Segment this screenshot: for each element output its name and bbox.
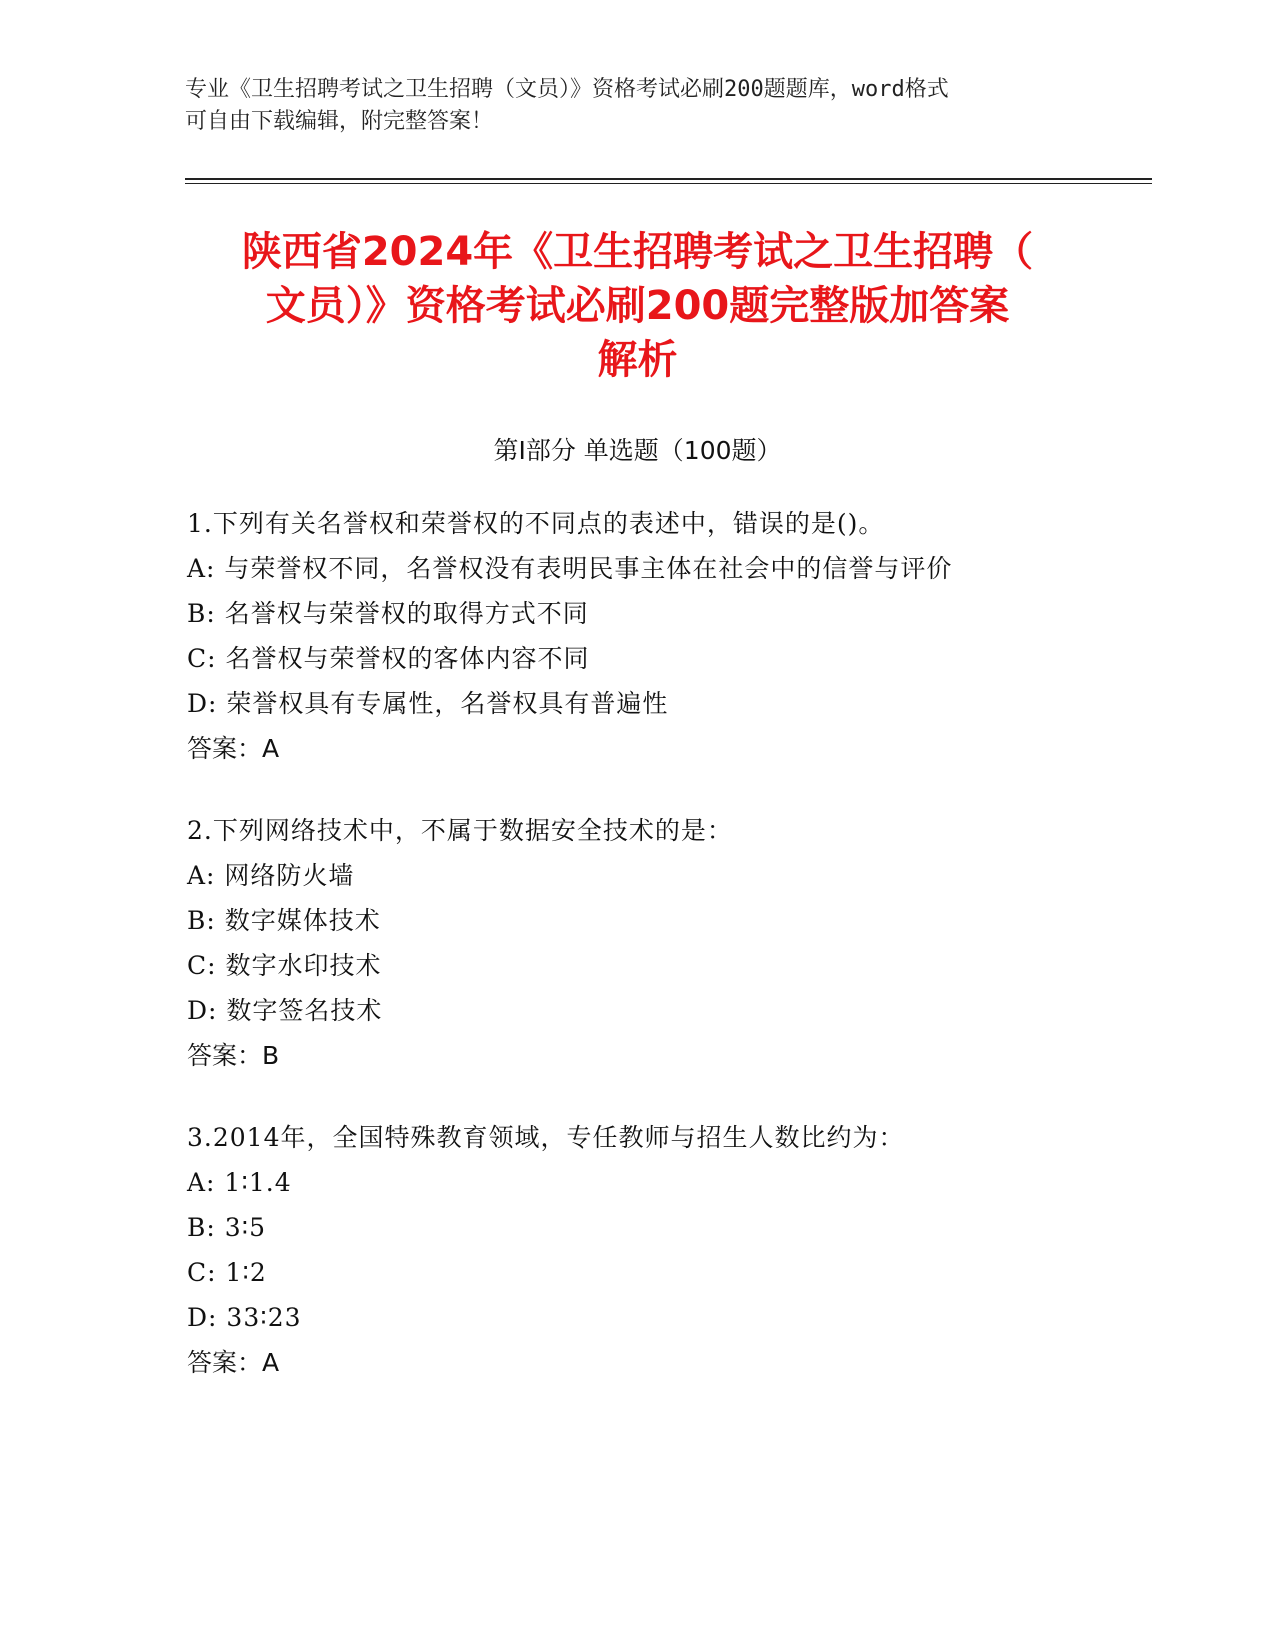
section-heading: 第Ⅰ部分 单选题（100题） [493, 436, 782, 465]
answer-label: 答案：A [187, 1348, 280, 1377]
question-stem: 1.下列有关名誉权和荣誉权的不同点的表述中，错误的是()。 [187, 509, 885, 538]
option-a: A: 与荣誉权不同，名誉权没有表明民事主体在社会中的信誉与评价 [187, 554, 953, 583]
option-d: D: 33∶23 [187, 1303, 302, 1332]
question-block [187, 501, 1137, 771]
option-b: B: 3∶5 [187, 1213, 267, 1242]
option-b: B: 名誉权与荣誉权的取得方式不同 [187, 599, 589, 628]
question-stem: 2.下列网络技术中，不属于数据安全技术的是： [187, 816, 733, 845]
option-d: D: 数字签名技术 [187, 996, 383, 1025]
option-c: C: 1∶2 [187, 1258, 267, 1287]
header-note-line: 可自由下载编辑，附完整答案！ [185, 109, 494, 134]
title-line: 文员）》资格考试必刷200题完整版加答案 [265, 283, 1010, 329]
option-c: C: 名誉权与荣誉权的客体内容不同 [187, 644, 590, 673]
question-stem: 3.2014年，全国特殊教育领域，专任教师与招生人数比约为： [187, 1123, 905, 1152]
option-c: C: 数字水印技术 [187, 951, 382, 980]
question-block [187, 808, 1137, 1078]
header-note [185, 74, 1095, 138]
header-divider [185, 178, 1152, 180]
option-a: A: 网络防火墙 [187, 861, 355, 890]
document-title [170, 225, 1105, 387]
option-d: D: 荣誉权具有专属性，名誉权具有普遍性 [187, 689, 669, 718]
answer-label: 答案：B [187, 1041, 280, 1070]
option-a: A: 1∶1.4 [187, 1168, 292, 1197]
title-line: 陕西省2024年《卫生招聘考试之卫生招聘（ [241, 229, 1034, 275]
question-block [187, 1115, 1137, 1385]
answer-label: 答案：A [187, 734, 280, 763]
title-line: 解析 [597, 337, 678, 383]
header-note-line: 专业《卫生招聘考试之卫生招聘（文员）》资格考试必刷200题题库，word格式 [185, 77, 949, 102]
option-b: B: 数字媒体技术 [187, 906, 381, 935]
header-divider-thin [185, 183, 1152, 184]
